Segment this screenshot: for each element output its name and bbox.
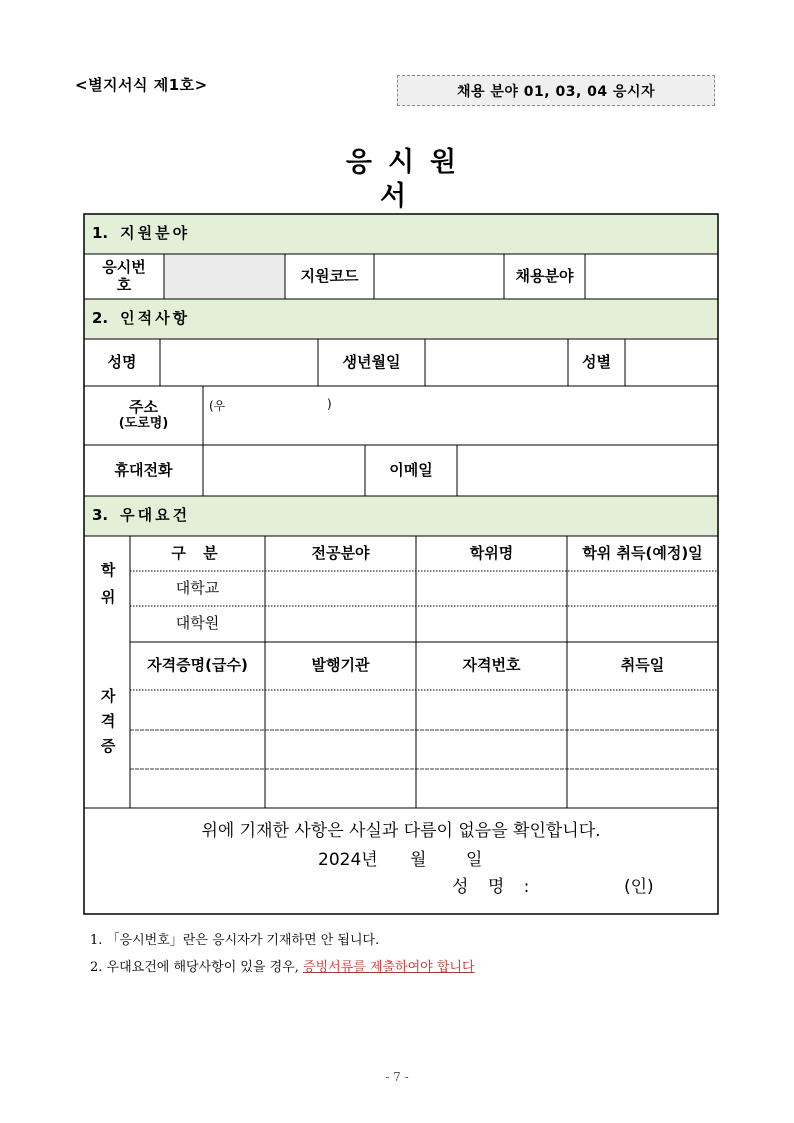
seal-mark: (인): [624, 877, 654, 897]
gender-label: 성별: [582, 352, 611, 371]
name-field[interactable]: [160, 339, 318, 386]
name-label: 성명: [107, 352, 137, 371]
graduate-major-field[interactable]: [265, 606, 416, 642]
cert-header-date: 취득일: [620, 656, 665, 675]
section-title: 인적사항: [120, 309, 191, 328]
form-number-label: <별지서식 제1호>: [75, 76, 208, 94]
university-degree-field[interactable]: [416, 571, 567, 606]
note-evidence-emphasis: 증빙서류를 제출하여야 합니다: [303, 960, 475, 975]
declaration-year: 2024년: [318, 850, 378, 870]
graduate-degree-field[interactable]: [416, 606, 567, 642]
degree-header-major: 전공분야: [311, 543, 370, 562]
certificate-group-label: 자격증: [98, 687, 117, 763]
degree-row-graduate: 대학원: [175, 614, 220, 633]
exam-number-label: 응시번호: [102, 258, 146, 294]
degree-row-university: 대학교: [175, 578, 220, 597]
recruitment-field-field[interactable]: [585, 254, 718, 299]
address-label: 주소: [129, 398, 158, 417]
phone-label: 휴대전화: [114, 460, 173, 479]
note-evidence: [90, 956, 475, 975]
certificate-row[interactable]: [130, 769, 718, 808]
section-title: 우대요건: [120, 506, 191, 525]
email-field[interactable]: [457, 445, 718, 496]
section-header-preference: [84, 496, 718, 536]
section-header-application: [84, 214, 718, 254]
declaration-day: 일: [466, 850, 483, 870]
section-number: 3.: [92, 506, 109, 525]
degree-header-date: 학위 취득(예정)일: [582, 543, 703, 562]
birth-date-field[interactable]: [425, 339, 568, 386]
degree-header-category: 구 분: [171, 543, 224, 562]
section-title: 지원분야: [120, 224, 191, 243]
graduate-date-field[interactable]: [567, 606, 718, 642]
declaration-statement: 위에 기재한 사항은 사실과 다름이 없음을 확인합니다.: [201, 821, 601, 841]
degree-group-label: 학위: [98, 562, 117, 616]
page-number: - 7 -: [385, 1070, 409, 1084]
recruitment-field-label: 채용분야: [515, 266, 574, 285]
birth-date-label: 생년월일: [342, 352, 401, 371]
exam-number-field: [164, 254, 285, 299]
cert-header-issuer: 발행기관: [311, 656, 370, 675]
note-exam-number: 1. 「응시번호」란은 응시자가 기재하면 안 됩니다.: [90, 933, 380, 948]
email-label: 이메일: [389, 460, 433, 479]
cert-header-name: 자격증명(급수): [147, 656, 248, 675]
address-field[interactable]: [203, 386, 718, 445]
apply-code-label: 지원코드: [300, 266, 359, 285]
phone-field[interactable]: [203, 445, 365, 496]
section-number: 2.: [92, 309, 109, 328]
note-evidence-text: 2. 우대요건에 해당사항이 있을 경우,: [90, 960, 304, 975]
university-date-field[interactable]: [567, 571, 718, 606]
section-number: 1.: [92, 224, 109, 243]
section-header-personal: [84, 299, 718, 339]
degree-header-degree-name: 학위명: [469, 543, 514, 562]
certificate-row[interactable]: [130, 730, 718, 769]
recruitment-category-text: 채용 분야 01, 03, 04 응시자: [456, 83, 656, 100]
page-title: 응시원서: [310, 146, 492, 221]
address-sublabel: (도로명): [118, 415, 169, 431]
gender-field[interactable]: [625, 339, 718, 386]
address-label-cell: [84, 386, 203, 445]
university-major-field[interactable]: [265, 571, 416, 606]
postal-code-open: (우: [209, 399, 226, 413]
signature-label: 성 명 :: [452, 877, 530, 897]
declaration-month: 월: [410, 850, 427, 870]
apply-code-field[interactable]: [374, 254, 504, 299]
postal-code-close: ): [327, 397, 332, 411]
cert-header-number: 자격번호: [462, 656, 521, 675]
certificate-row[interactable]: [130, 690, 718, 730]
